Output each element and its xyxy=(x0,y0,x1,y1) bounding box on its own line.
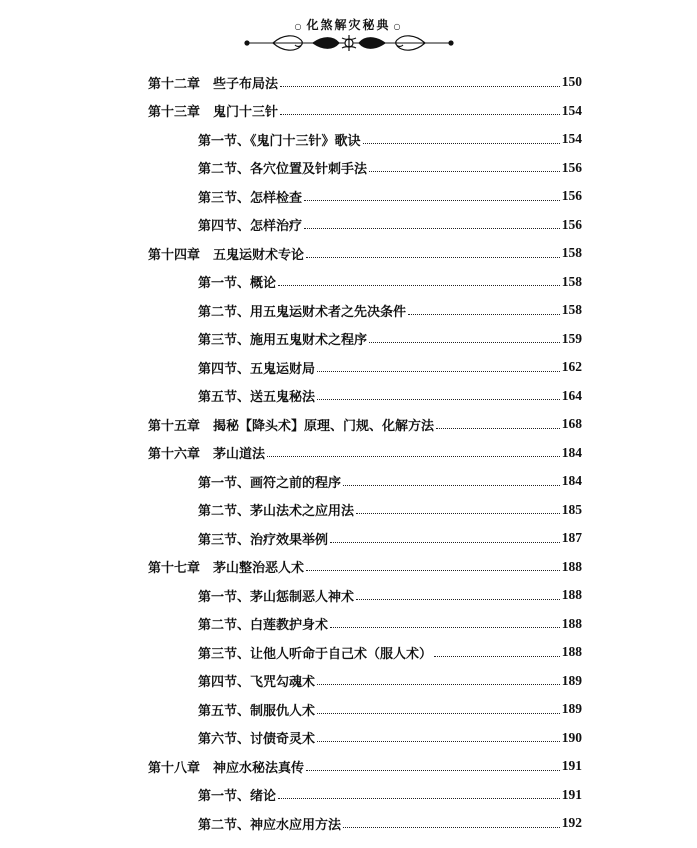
dot-leader xyxy=(436,428,560,429)
toc-chapter-row[interactable] xyxy=(148,439,582,468)
toc-page-number: 192 xyxy=(561,815,582,831)
toc-chapter-row[interactable] xyxy=(148,752,582,781)
toc-section-row[interactable] xyxy=(148,781,582,810)
dot-leader xyxy=(317,399,560,400)
toc-page-number: 162 xyxy=(561,359,582,375)
toc-entry-title: 第十八章 神应水秘法真传 xyxy=(148,760,305,776)
toc-page-number: 158 xyxy=(561,273,582,289)
dot-leader xyxy=(304,200,560,201)
toc-entry-title: 第四节、五鬼运财局 xyxy=(198,361,316,377)
dot-leader xyxy=(356,513,560,514)
toc-page-number: 184 xyxy=(561,473,582,489)
toc-entry-title: 第二节、神应水应用方法 xyxy=(198,817,342,833)
toc-section-row[interactable] xyxy=(148,182,582,211)
header-dot-left-icon: ○ xyxy=(294,20,304,31)
toc-entry-title: 第三节、治疗效果举例 xyxy=(198,532,329,548)
toc-section-row[interactable] xyxy=(148,467,582,496)
toc-entry-title: 第三节、让他人听命于自己术（服人术） xyxy=(198,646,433,662)
toc-entry-title: 第五节、送五鬼秘法 xyxy=(198,390,316,406)
dot-leader xyxy=(343,485,560,486)
toc-entry-title: 第一节、《鬼门十三针》歌诀 xyxy=(198,133,361,149)
toc-entry-title: 第一节、茅山惩制恶人神术 xyxy=(198,589,355,605)
toc-chapter-row[interactable] xyxy=(148,97,582,126)
toc-entry-title: 第十二章 些子布局法 xyxy=(148,76,279,92)
toc-section-row[interactable] xyxy=(148,296,582,325)
toc-page-number: 184 xyxy=(561,444,582,460)
dot-leader xyxy=(317,741,560,742)
toc-section-row[interactable] xyxy=(148,638,582,667)
dot-leader xyxy=(280,114,560,115)
toc-section-row[interactable] xyxy=(148,154,582,183)
header-dot-right-icon: ○ xyxy=(393,20,403,31)
toc-page-number: 191 xyxy=(561,758,582,774)
toc-section-row[interactable] xyxy=(148,353,582,382)
toc-section-row[interactable] xyxy=(148,211,582,240)
toc-page-number: 156 xyxy=(561,159,582,175)
dot-leader xyxy=(317,713,560,714)
dot-leader xyxy=(267,456,560,457)
toc-page-number: 168 xyxy=(561,416,582,432)
toc-entry-title: 第一节、概论 xyxy=(198,276,277,292)
toc-page-number: 159 xyxy=(561,330,582,346)
dot-leader xyxy=(330,627,560,628)
toc-page-number: 156 xyxy=(561,188,582,204)
toc-page-number: 150 xyxy=(561,74,582,90)
toc-entry-title: 第十五章 揭秘【降头术】原理、门规、化解方法 xyxy=(148,418,435,434)
toc-entry-title: 第二节、各穴位置及针刺手法 xyxy=(198,162,368,178)
dot-leader xyxy=(356,599,560,600)
toc-entry-title: 第三节、怎样检查 xyxy=(198,190,303,206)
dot-leader xyxy=(369,171,560,172)
toc-page-number: 188 xyxy=(561,558,582,574)
toc-page-number: 156 xyxy=(561,216,582,232)
toc-page-number: 188 xyxy=(561,587,582,603)
dot-leader xyxy=(306,770,560,771)
toc-section-row[interactable] xyxy=(148,667,582,696)
toc-page-number: 189 xyxy=(561,672,582,688)
toc-entry-title: 第四节、飞咒勾魂术 xyxy=(198,675,316,691)
toc-page-number: 158 xyxy=(561,245,582,261)
dot-leader xyxy=(317,684,560,685)
toc-entry-title: 第十七章 茅山整治恶人术 xyxy=(148,561,305,577)
dot-leader xyxy=(317,371,560,372)
dot-leader xyxy=(306,257,560,258)
toc-section-row[interactable] xyxy=(148,496,582,525)
toc-section-row[interactable] xyxy=(148,382,582,411)
toc-entry-title: 第一节、画符之前的程序 xyxy=(198,475,342,491)
toc-section-row[interactable] xyxy=(148,524,582,553)
toc-page-number: 190 xyxy=(561,729,582,745)
toc-chapter-row[interactable] xyxy=(148,410,582,439)
dot-leader xyxy=(363,143,560,144)
toc-page-number: 164 xyxy=(561,387,582,403)
decorative-divider-icon xyxy=(243,30,455,56)
toc-section-row[interactable] xyxy=(148,610,582,639)
toc-section-row[interactable] xyxy=(148,125,582,154)
dot-leader xyxy=(434,656,560,657)
toc-entry-title: 第二节、用五鬼运财术者之先决条件 xyxy=(198,304,407,320)
toc-page-number: 154 xyxy=(561,131,582,147)
dot-leader xyxy=(408,314,560,315)
toc-chapter-row[interactable] xyxy=(148,68,582,97)
book-title: 化煞解灾秘典 xyxy=(306,18,391,32)
dot-leader xyxy=(304,228,560,229)
dot-leader xyxy=(369,342,560,343)
dot-leader xyxy=(278,798,560,799)
toc-page-number: 158 xyxy=(561,302,582,318)
toc-page-number: 189 xyxy=(561,701,582,717)
toc-entry-title: 第一节、绪论 xyxy=(198,789,277,805)
toc-page-number: 154 xyxy=(561,102,582,118)
toc-page-number: 185 xyxy=(561,501,582,517)
dot-leader xyxy=(306,570,560,571)
toc-chapter-row[interactable] xyxy=(148,239,582,268)
toc-section-row[interactable] xyxy=(148,325,582,354)
toc-entry-title: 第十四章 五鬼运财术专论 xyxy=(148,247,305,263)
toc-section-row[interactable] xyxy=(148,809,582,838)
toc-page-number: 191 xyxy=(561,786,582,802)
dot-leader xyxy=(280,86,560,87)
toc-entry-title: 第二节、茅山法术之应用法 xyxy=(198,504,355,520)
toc-entry-title: 第十六章 茅山道法 xyxy=(148,447,266,463)
toc-section-row[interactable] xyxy=(148,724,582,753)
toc-chapter-row[interactable] xyxy=(148,553,582,582)
toc-entry-title: 第二节、白莲教护身术 xyxy=(198,618,329,634)
toc-section-row[interactable] xyxy=(148,581,582,610)
toc-entry-title: 第十三章 鬼门十三针 xyxy=(148,105,279,121)
dot-leader xyxy=(278,285,560,286)
dot-leader xyxy=(330,542,560,543)
toc-page-number: 188 xyxy=(561,615,582,631)
toc-section-row[interactable] xyxy=(148,695,582,724)
toc-entry-title: 第三节、施用五鬼财术之程序 xyxy=(198,333,368,349)
toc-page-number: 187 xyxy=(561,530,582,546)
dot-leader xyxy=(343,827,560,828)
toc-entry-title: 第五节、制服仇人术 xyxy=(198,703,316,719)
toc-page-number: 188 xyxy=(561,644,582,660)
toc-entry-title: 第四节、怎样治疗 xyxy=(198,219,303,235)
toc-entry-title: 第六节、讨债奇灵术 xyxy=(198,732,316,748)
toc-section-row[interactable] xyxy=(148,268,582,297)
table-of-contents xyxy=(148,68,582,838)
